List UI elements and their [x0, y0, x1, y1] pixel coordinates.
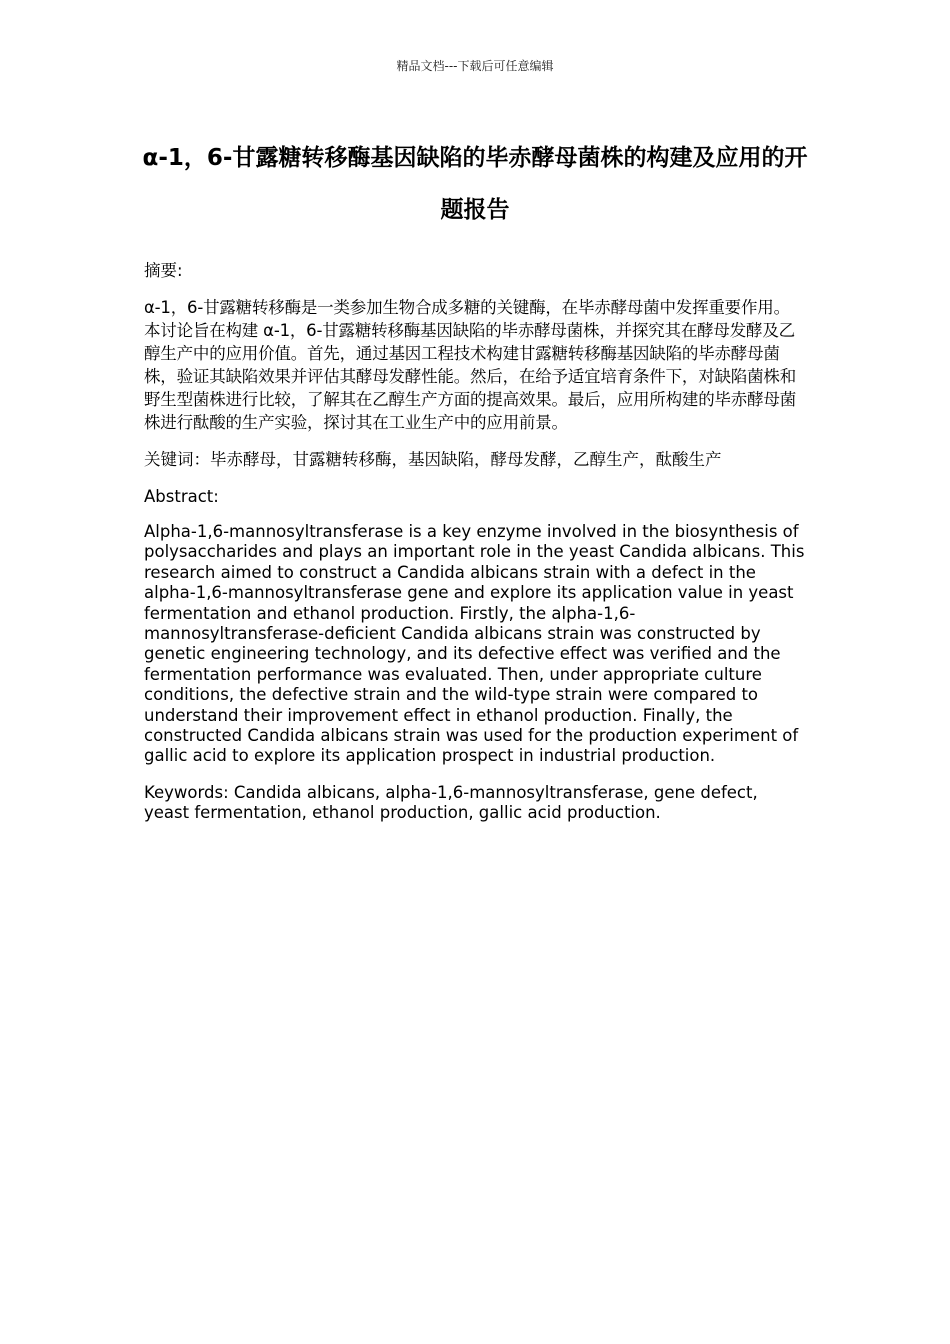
abstract-zh-paragraph: α-1，6-甘露糖转移酶是一类参加生物合成多糖的关键酶，在毕赤酵母菌中发挥重要作用。本讨论旨在构建 α-1，6-甘露糖转移酶基因缺陷的毕赤酵母菌株，并探究其在酵母发酵及乙醇生产中的应用价值。首先，通过基因工程技术构建甘露糖转移酶基因缺陷的毕赤酵母菌株，验证其缺陷效果并评估其酵母发酵性能。然后，在给予适宜培育条件下，对缺陷菌株和野生型菌株进行比较，了解其在乙醇生产方面的提高效果。最后，应用所构建的毕赤酵母菌株进行酞酸的生产实验，探讨其在工业生产中的应用前景。: [144, 298, 797, 432]
document-title: α-1，6-甘露糖转移酶基因缺陷的毕赤酵母菌株的构建及应用的开题报告: [142, 145, 808, 223]
abstract-en-paragraph: Alpha-1,6-mannosyltransferase is a key enzyme involved in the biosynthesis of polysaccharides and plays an important role in the yeast Candida albicans. This research aimed to construct a Candida albicans strain with a defect in the alpha-1,6-mannosyltransferase gene and explore its application value in yeast fermentation and ethanol production. Firstly, the alpha-1,6-mannosyltransferase-deficient Candida albicans strain was constructed by genetic engineering technology, and its defective effect was verified and the fermentation performance was evaluated. Then, under appropriate culture conditions, the defective strain and the wild-type strain were compared to understand their improvement effect in ethanol production. Finally, the constructed Candida albicans strain was used for the production experiment of gallic acid to explore its application prospect in industrial production.: [144, 522, 805, 766]
document-body: [144, 259, 806, 824]
keywords-en: Keywords: Candida albicans, alpha-1,6-mannosyltransferase, gene defect, yeast fermentation, ethanol production, gallic acid production.: [144, 782, 758, 823]
abstract-zh-heading: 摘要:: [144, 261, 183, 280]
keywords-zh: 关键词：毕赤酵母，甘露糖转移酶，基因缺陷，酵母发酵，乙醇生产，酞酸生产: [144, 450, 722, 469]
header-watermark: 精品文档---下载后可任意编辑: [396, 59, 554, 73]
abstract-en-heading: Abstract:: [144, 487, 219, 506]
